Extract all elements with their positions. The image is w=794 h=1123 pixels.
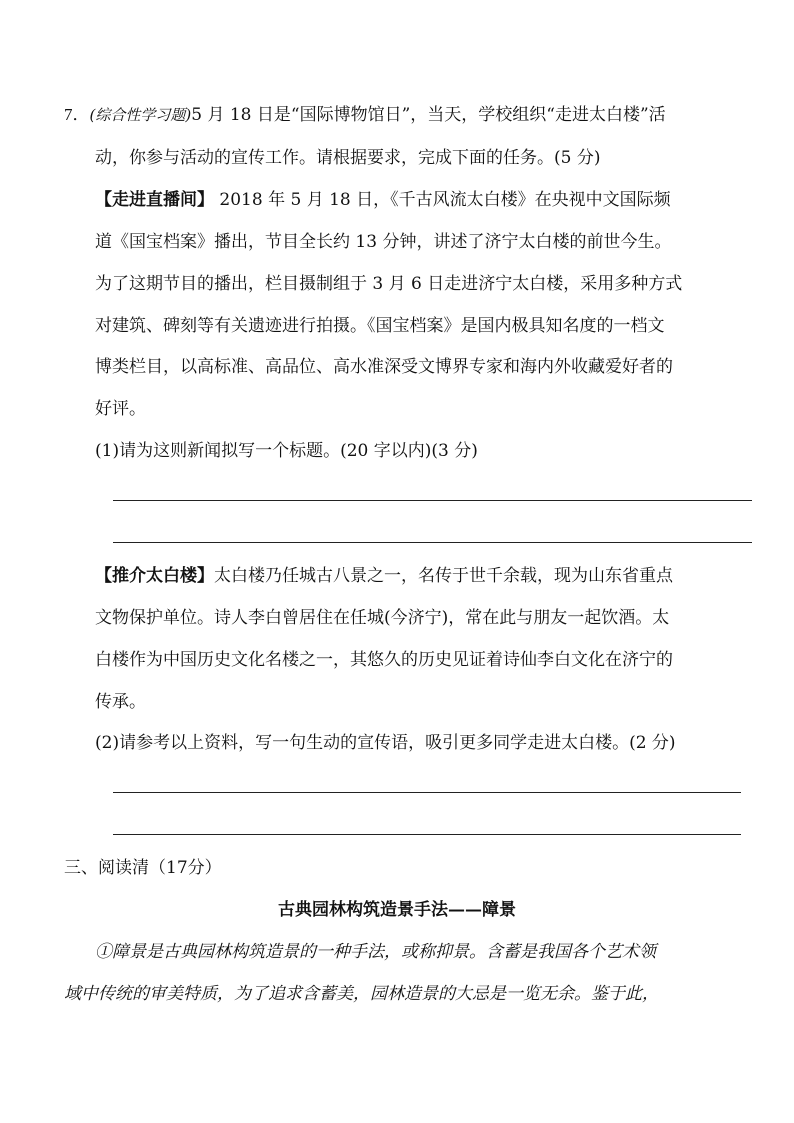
article-para1-line1: ①障景是古典园林构筑造景的一种手法，或称抑景。含蓄是我国各个艺术领 xyxy=(95,942,656,962)
question-number: 7． xyxy=(64,105,90,124)
section2-line1 xyxy=(95,564,673,588)
section2-heading: 【推介太白楼】 xyxy=(95,566,214,586)
part3-heading: 三、阅读清（17分） xyxy=(64,858,222,878)
section1-text-1: 道《国宝档案》播出，节目全长约 13 分钟，讲述了济宁太白楼的前世今生。 xyxy=(95,232,672,252)
task1: (1)请为这则新闻拟写一个标题。(20 字以内)(3 分) xyxy=(95,441,478,461)
article-para1-line2: 域中传统的审美特质，为了追求含蓄美，园林造景的大忌是一览无余。鉴于此， xyxy=(64,984,659,1004)
section1-text-3: 对建筑、碑刻等有关遗迹进行拍摄。《国宝档案》是国内极具知名度的一档文 xyxy=(95,316,665,336)
section1-text-4: 博类栏目，以高标准、高品位、高水准深受文博界专家和海内外收藏爱好者的 xyxy=(95,357,673,377)
question-tag: (综合性学习题) xyxy=(89,106,192,124)
question-7-header xyxy=(64,103,666,127)
answer-line-1a[interactable] xyxy=(113,500,752,501)
section2-text-1: 文物保护单位。诗人李白曾居住在任城(今济宁)，常在此与朋友一起饮酒。太 xyxy=(95,608,670,628)
answer-line-2a[interactable] xyxy=(113,792,741,793)
section1-heading: 【走进直播间】 xyxy=(95,190,214,210)
section1-line1 xyxy=(95,188,671,212)
section2-text-3: 传承。 xyxy=(95,692,146,712)
section2-text-2: 白楼作为中国历史文化名楼之一，其悠久的历史见证着诗仙李白文化在济宁的 xyxy=(95,650,673,670)
question-intro-line2: 动，你参与活动的宣传工作。请根据要求，完成下面的任务。(5 分) xyxy=(95,148,601,168)
section1-text-0: 2018 年 5 月 18 日，《千古风流太白楼》在央视中文国际频 xyxy=(214,190,671,210)
answer-line-1b[interactable] xyxy=(113,542,752,543)
section1-text-2: 为了这期节目的播出，栏目摄制组于 3 月 6 日走进济宁太白楼，采用多种方式 xyxy=(95,274,683,294)
question-intro-line1: 5 月 18 日是“国际博物馆日”，当天，学校组织“走进太白楼”活 xyxy=(191,105,666,125)
article-title: 古典园林构筑造景手法——障景 xyxy=(278,900,516,920)
section1-text-5: 好评。 xyxy=(95,399,146,419)
task2: (2)请参考以上资料，写一句生动的宣传语，吸引更多同学走进太白楼。(2 分) xyxy=(95,733,676,753)
answer-line-2b[interactable] xyxy=(113,834,741,835)
section2-text-0: 太白楼乃任城古八景之一，名传于世千余载，现为山东省重点 xyxy=(214,566,673,586)
